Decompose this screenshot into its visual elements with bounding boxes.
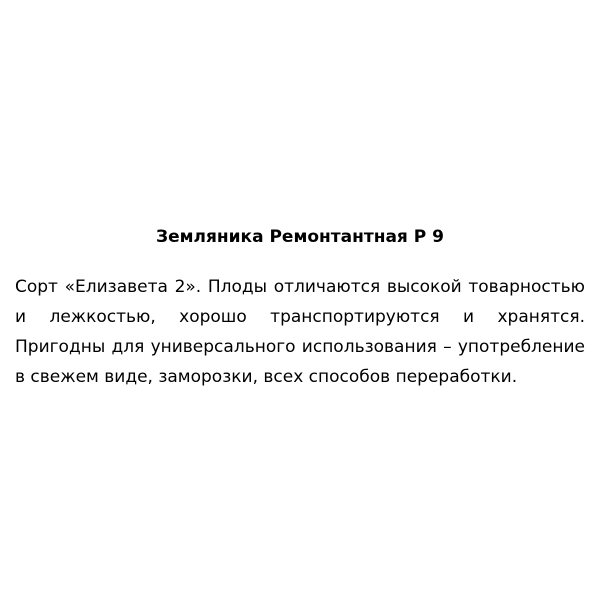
document-title: Земляника Ремонтантная Р 9 [156, 227, 444, 247]
document-body-text: Сорт «Елизавета 2». Плоды отличаются высокой товарностью и лежкостью, хорошо транспортируются и хранятся. Пригодны для универсального использования – употребление в свежем виде, заморозки, всех способов переработки. [15, 277, 585, 387]
document [15, 222, 585, 392]
